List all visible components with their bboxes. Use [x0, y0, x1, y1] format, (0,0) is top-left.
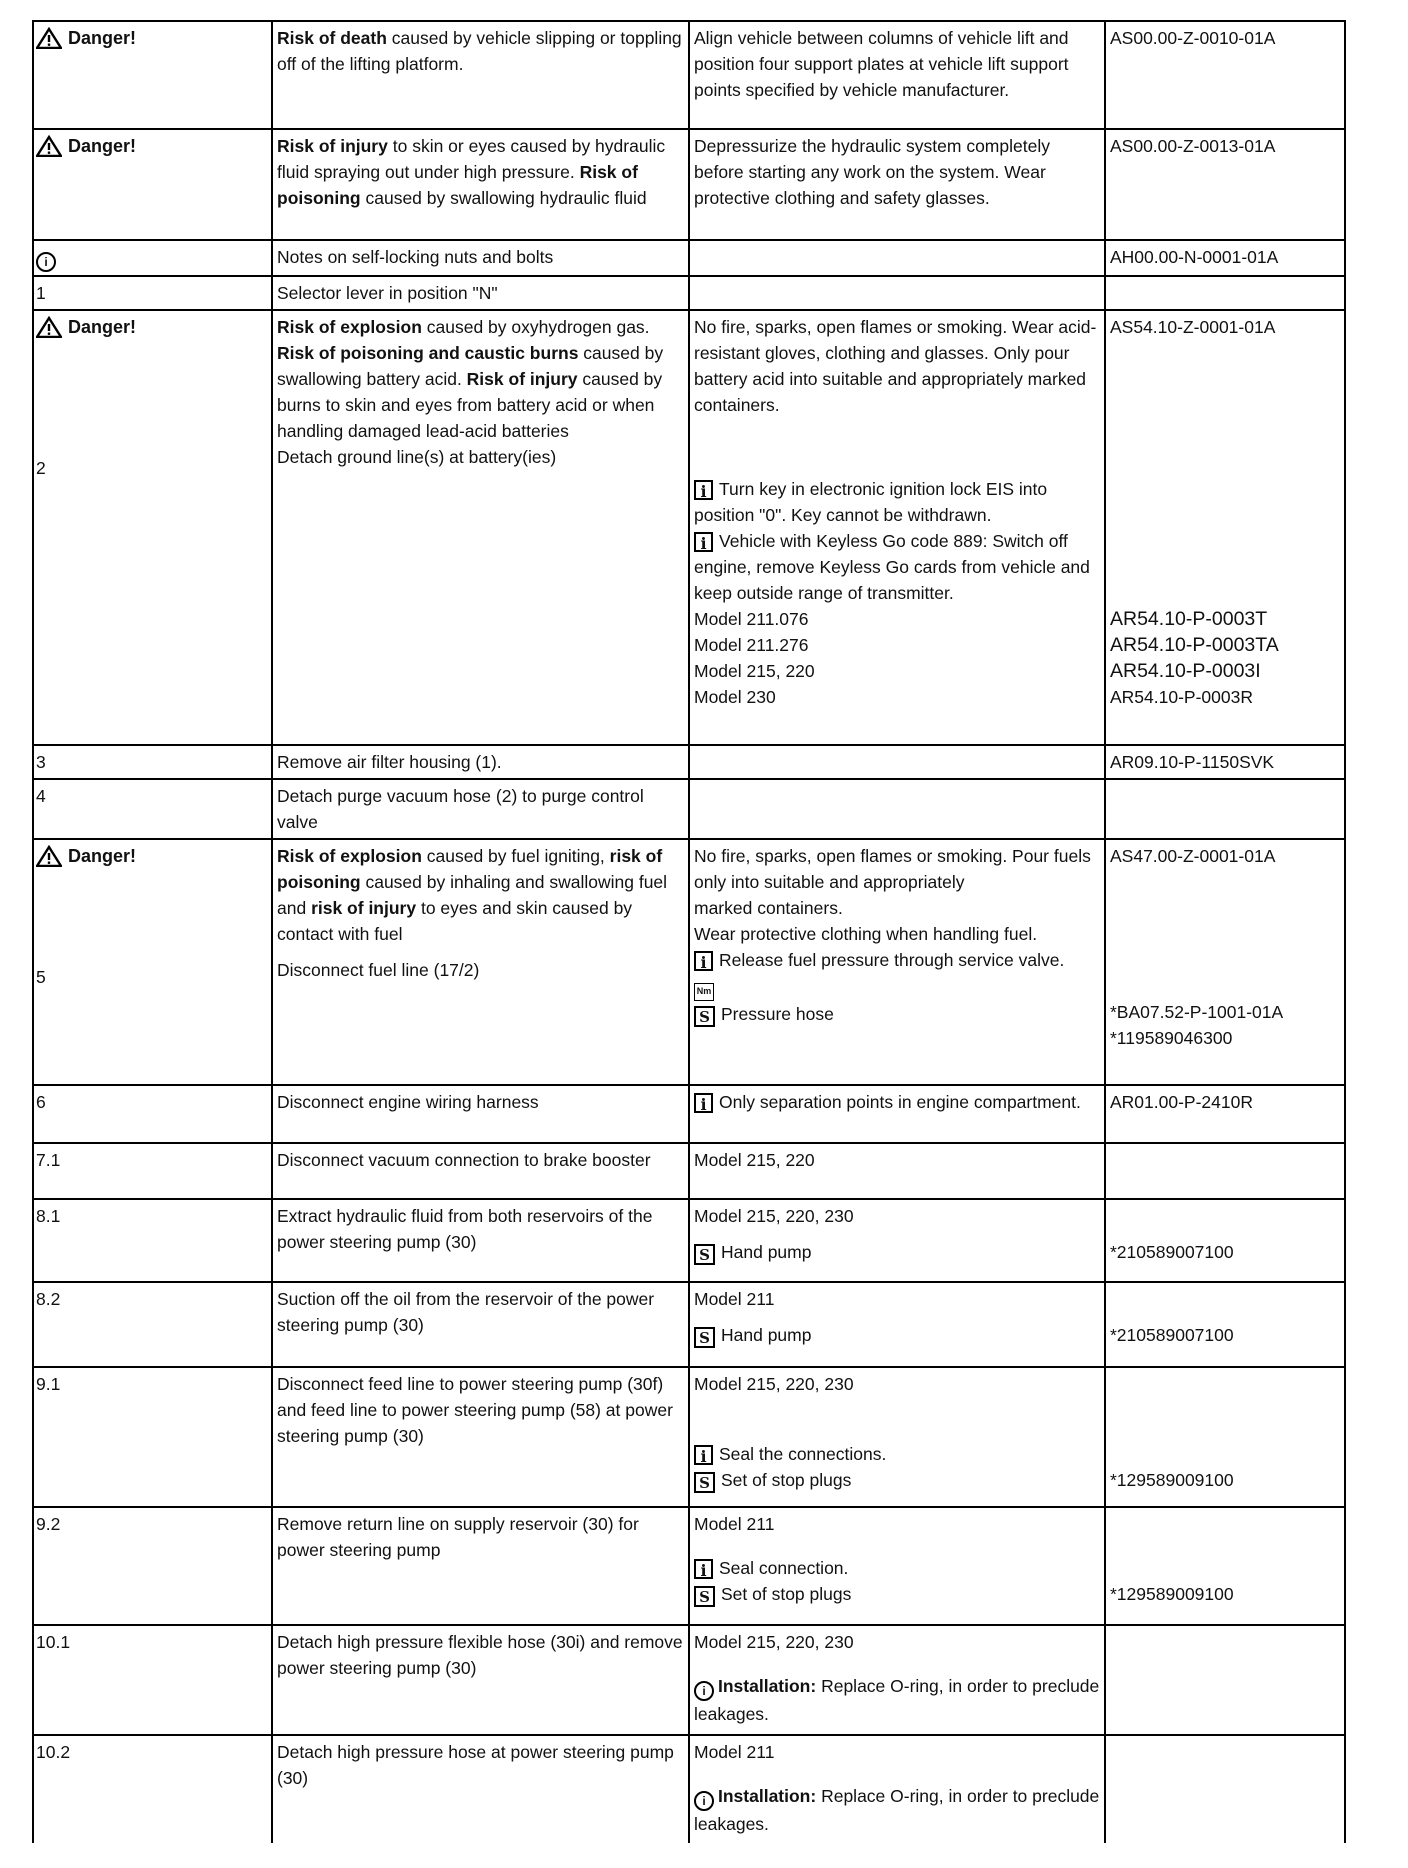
step-text: Suction off the oil from the reservoir of the power steering pump (30): [277, 1289, 655, 1335]
step-text: Selector lever in position "N": [277, 283, 498, 303]
danger-label: Danger!: [68, 317, 137, 337]
step-number: 8.2: [36, 1289, 61, 1309]
safety-note: marked containers.: [694, 898, 843, 918]
description-cell: [272, 1625, 689, 1735]
description-cell: [272, 310, 689, 745]
info-icon: i: [694, 1559, 713, 1579]
installation-note-icon: i: [36, 252, 56, 272]
reference-cell: [1105, 276, 1345, 310]
step-text: Disconnect feed line to power steering pump (30f) and feed line to power steering pump (58) at power steering pump (30): [277, 1374, 673, 1446]
risk-heading: Risk of injury: [277, 136, 388, 156]
note-cell: [689, 310, 1105, 745]
tool-name: Pressure hose: [721, 1004, 834, 1024]
note-cell: [689, 1143, 1105, 1199]
info-icon: i: [694, 532, 713, 552]
info-note: Release fuel pressure through service valve.: [719, 950, 1065, 970]
description-cell: [272, 779, 689, 839]
info-note: Only separation points in engine compartment.: [719, 1092, 1081, 1112]
reference-cell: [1105, 1367, 1345, 1507]
note-cell: [689, 129, 1105, 240]
installation-label: Installation:: [718, 1786, 817, 1806]
risk-text: caused by inhaling and swallowing fuel and: [277, 872, 668, 918]
tool-reference: *210589007100: [1110, 1325, 1234, 1345]
model-label: Model 230: [694, 687, 776, 707]
note-cell: [689, 1199, 1105, 1282]
reference-code: AR09.10-P-1150SVK: [1110, 752, 1275, 772]
table-row: [33, 1625, 1345, 1735]
procedure-table: [32, 20, 1346, 1843]
step-cell: [33, 1199, 272, 1282]
tool-reference: *210589007100: [1110, 1242, 1234, 1262]
step-number: 1: [36, 283, 46, 303]
danger-cell: [33, 310, 272, 745]
risk-heading: risk of poisoning: [277, 846, 663, 892]
reference-cell: [1105, 21, 1345, 129]
info-icon: i: [694, 480, 713, 500]
info-note: Seal the connections.: [719, 1444, 887, 1464]
info-note: Turn key in electronic ignition lock EIS into position "0". Key cannot be withdrawn.: [694, 479, 1048, 525]
safety-note: Wear protective clothing when handling fuel.: [694, 924, 1038, 944]
description-cell: [272, 839, 689, 1085]
note-cell: [689, 21, 1105, 129]
reference-cell: [1105, 1282, 1345, 1367]
risk-heading: risk of injury: [311, 898, 417, 918]
reference-cell: [1105, 1143, 1345, 1199]
danger-cell: [33, 21, 272, 129]
risk-heading: Risk of poisoning: [277, 162, 638, 208]
safety-note: Align vehicle between columns of vehicle lift and position four support plates at vehicle lift support points specified by vehicle manufacturer.: [694, 28, 1069, 100]
note-cell: [689, 1282, 1105, 1367]
model-label: Model 211: [694, 1289, 775, 1309]
description-cell: [272, 1282, 689, 1367]
special-tool-icon: S: [694, 1006, 715, 1027]
step-text: Detach high pressure hose at power steering pump (30): [277, 1742, 674, 1788]
warning-triangle-icon: [36, 845, 62, 867]
step-cell: [33, 1282, 272, 1367]
step-number: 5: [36, 967, 46, 987]
reference-cell: [1105, 779, 1345, 839]
description-cell: [272, 745, 689, 779]
step-cell: [33, 1507, 272, 1625]
note-cell: [689, 839, 1105, 1085]
description-cell: [272, 276, 689, 310]
risk-text: caused by swallowing battery acid.: [277, 343, 664, 389]
step-cell: [33, 1143, 272, 1199]
step-text: Remove air filter housing (1).: [277, 752, 502, 772]
description-cell: [272, 1507, 689, 1625]
step-text: Disconnect fuel line (17/2): [277, 960, 480, 980]
reference-cell: [1105, 129, 1345, 240]
table-row: [33, 839, 1345, 1085]
risk-text: caused by vehicle slipping or toppling off of the lifting platform.: [277, 28, 682, 74]
risk-text: caused by burns to skin and eyes from battery acid or when handling damaged lead-acid batteries: [277, 369, 663, 441]
description-cell: [272, 1199, 689, 1282]
risk-heading: Risk of explosion: [277, 317, 422, 337]
step-number: 2: [36, 458, 46, 478]
table-row: [33, 240, 1345, 276]
description-cell: [272, 129, 689, 240]
risk-heading: Risk of death: [277, 28, 387, 48]
installation-label: Installation:: [718, 1676, 817, 1696]
note-cell: [689, 745, 1105, 779]
step-text: Notes on self-locking nuts and bolts: [277, 247, 554, 267]
description-cell: [272, 1367, 689, 1507]
model-label: Model 211: [694, 1514, 775, 1534]
safety-note: No fire, sparks, open flames or smoking. Pour fuels only into suitable and appropriately: [694, 846, 1091, 892]
step-text: Extract hydraulic fluid from both reservoirs of the power steering pump (30): [277, 1206, 653, 1252]
step-text: Disconnect vacuum connection to brake booster: [277, 1150, 651, 1170]
table-row: [33, 310, 1345, 745]
reference-cell: [1105, 839, 1345, 1085]
note-cell: [689, 1085, 1105, 1143]
reference-code: *BA07.52-P-1001-01A: [1110, 1002, 1284, 1022]
installation-note: Replace O-ring, in order to preclude leakages.: [694, 1676, 1100, 1724]
model-label: Model 215, 220, 230: [694, 1374, 854, 1394]
danger-label: Danger!: [68, 846, 137, 866]
warning-triangle-icon: [36, 135, 62, 157]
danger-cell: [33, 129, 272, 240]
table-row: [33, 1735, 1345, 1843]
info-note: Seal connection.: [719, 1558, 849, 1578]
model-label: Model 215, 220, 230: [694, 1632, 854, 1652]
info-icon: i: [694, 951, 713, 971]
reference-cell: [1105, 1085, 1345, 1143]
table-row: [33, 1085, 1345, 1143]
danger-label: Danger!: [68, 136, 137, 156]
special-tool-icon: S: [694, 1327, 715, 1348]
step-number: 9.1: [36, 1374, 61, 1394]
risk-text: caused by oxyhydrogen gas.: [421, 317, 650, 337]
description-cell: [272, 240, 689, 276]
note-cell: [689, 1735, 1105, 1843]
reference-code: AR54.10-P-0003T: [1110, 608, 1268, 630]
table-row: [33, 276, 1345, 310]
note-cell: [689, 1625, 1105, 1735]
risk-heading: Risk of injury: [466, 369, 578, 389]
reference-code: AS00.00-Z-0013-01A: [1110, 136, 1276, 156]
table-row: [33, 1282, 1345, 1367]
description-cell: [272, 1735, 689, 1843]
step-cell: [33, 1735, 272, 1843]
description-cell: [272, 1143, 689, 1199]
step-text: Detach purge vacuum hose (2) to purge control valve: [277, 786, 644, 832]
safety-note: Depressurize the hydraulic system completely before starting any work on the system. Wear protective clothing and safety glasses.: [694, 136, 1050, 208]
description-cell: [272, 21, 689, 129]
step-number: 8.1: [36, 1206, 61, 1226]
reference-cell: [1105, 1199, 1345, 1282]
reference-cell: [1105, 1735, 1345, 1843]
tool-name: Set of stop plugs: [721, 1470, 852, 1490]
step-text: Disconnect engine wiring harness: [277, 1092, 539, 1112]
step-cell: [33, 240, 272, 276]
installation-note-icon: i: [694, 1681, 714, 1701]
reference-cell: [1105, 745, 1345, 779]
risk-text: caused by swallowing hydraulic fluid: [365, 188, 647, 208]
special-tool-icon: S: [694, 1472, 715, 1493]
risk-text: to skin or eyes caused by hydraulic fluid spraying out under high pressure.: [277, 136, 666, 182]
tool-reference: *119589046300: [1110, 1028, 1233, 1048]
step-number: 10.1: [36, 1632, 71, 1652]
reference-code: AS00.00-Z-0010-01A: [1110, 28, 1276, 48]
model-label: Model 211.276: [694, 635, 809, 655]
special-tool-icon: S: [694, 1244, 715, 1265]
tool-name: Hand pump: [721, 1325, 812, 1345]
special-tool-icon: S: [694, 1586, 715, 1607]
reference-cell: [1105, 240, 1345, 276]
note-cell: [689, 276, 1105, 310]
model-label: Model 215, 220, 230: [694, 1206, 854, 1226]
step-cell: [33, 779, 272, 839]
reference-cell: [1105, 1507, 1345, 1625]
step-cell: [33, 276, 272, 310]
table-row: [33, 779, 1345, 839]
reference-cell: [1105, 1625, 1345, 1735]
step-cell: [33, 1085, 272, 1143]
risk-heading: Risk of explosion: [277, 846, 422, 866]
model-label: Model 211: [694, 1742, 775, 1762]
table-row: [33, 1143, 1345, 1199]
torque-icon: Nm: [694, 983, 714, 1001]
table-row: [33, 129, 1345, 240]
note-cell: [689, 1507, 1105, 1625]
risk-text: to eyes and skin caused by contact with fuel: [277, 898, 633, 944]
table-row: [33, 1199, 1345, 1282]
reference-code: AH00.00-N-0001-01A: [1110, 247, 1279, 267]
tool-reference: *129589009100: [1110, 1584, 1234, 1604]
note-cell: [689, 240, 1105, 276]
model-label: Model 215, 220: [694, 1150, 815, 1170]
tool-name: Set of stop plugs: [721, 1584, 852, 1604]
warning-triangle-icon: [36, 27, 62, 49]
note-cell: [689, 779, 1105, 839]
risk-heading: Risk of poisoning and caustic burns: [277, 343, 579, 363]
tool-reference: *129589009100: [1110, 1470, 1234, 1490]
info-note: Vehicle with Keyless Go code 889: Switch off engine, remove Keyless Go cards from vehicle and keep outside range of transmitter.: [694, 531, 1090, 603]
reference-code: AS54.10-Z-0001-01A: [1110, 317, 1276, 337]
installation-note-icon: i: [694, 1791, 714, 1811]
warning-triangle-icon: [36, 316, 62, 338]
table-row: [33, 1367, 1345, 1507]
step-number: 7.1: [36, 1150, 61, 1170]
risk-text: caused by fuel igniting,: [421, 846, 610, 866]
description-cell: [272, 1085, 689, 1143]
step-text: Detach high pressure flexible hose (30i) and remove power steering pump (30): [277, 1632, 683, 1678]
table-row: [33, 1507, 1345, 1625]
tool-name: Hand pump: [721, 1242, 812, 1262]
step-number: 10.2: [36, 1742, 71, 1762]
reference-code: AS47.00-Z-0001-01A: [1110, 846, 1276, 866]
reference-cell: [1105, 310, 1345, 745]
installation-note: Replace O-ring, in order to preclude leakages.: [694, 1786, 1100, 1834]
step-number: 3: [36, 752, 46, 772]
step-number: 9.2: [36, 1514, 61, 1534]
step-text: Remove return line on supply reservoir (30) for power steering pump: [277, 1514, 639, 1560]
note-cell: [689, 1367, 1105, 1507]
step-cell: [33, 745, 272, 779]
step-cell: [33, 1625, 272, 1735]
info-icon: i: [694, 1445, 713, 1465]
reference-code: AR54.10-P-0003TA: [1110, 634, 1279, 656]
model-label: Model 211.076: [694, 609, 809, 629]
safety-note: No fire, sparks, open flames or smoking. Wear acid-resistant gloves, clothing and glasses. Only pour battery acid into suitable and appropriately marked containers.: [694, 317, 1097, 415]
table-row: [33, 21, 1345, 129]
step-number: 6: [36, 1092, 46, 1112]
model-label: Model 215, 220: [694, 661, 815, 681]
step-number: 4: [36, 786, 46, 806]
danger-label: Danger!: [68, 28, 137, 48]
reference-code: AR54.10-P-0003I: [1110, 660, 1261, 682]
reference-code: AR54.10-P-0003R: [1110, 687, 1253, 707]
step-text: Detach ground line(s) at battery(ies): [277, 447, 557, 467]
reference-code: AR01.00-P-2410R: [1110, 1092, 1253, 1112]
table-row: [33, 745, 1345, 779]
danger-cell: [33, 839, 272, 1085]
step-cell: [33, 1367, 272, 1507]
info-icon: i: [694, 1093, 713, 1113]
procedure-sheet: [32, 20, 1344, 1843]
